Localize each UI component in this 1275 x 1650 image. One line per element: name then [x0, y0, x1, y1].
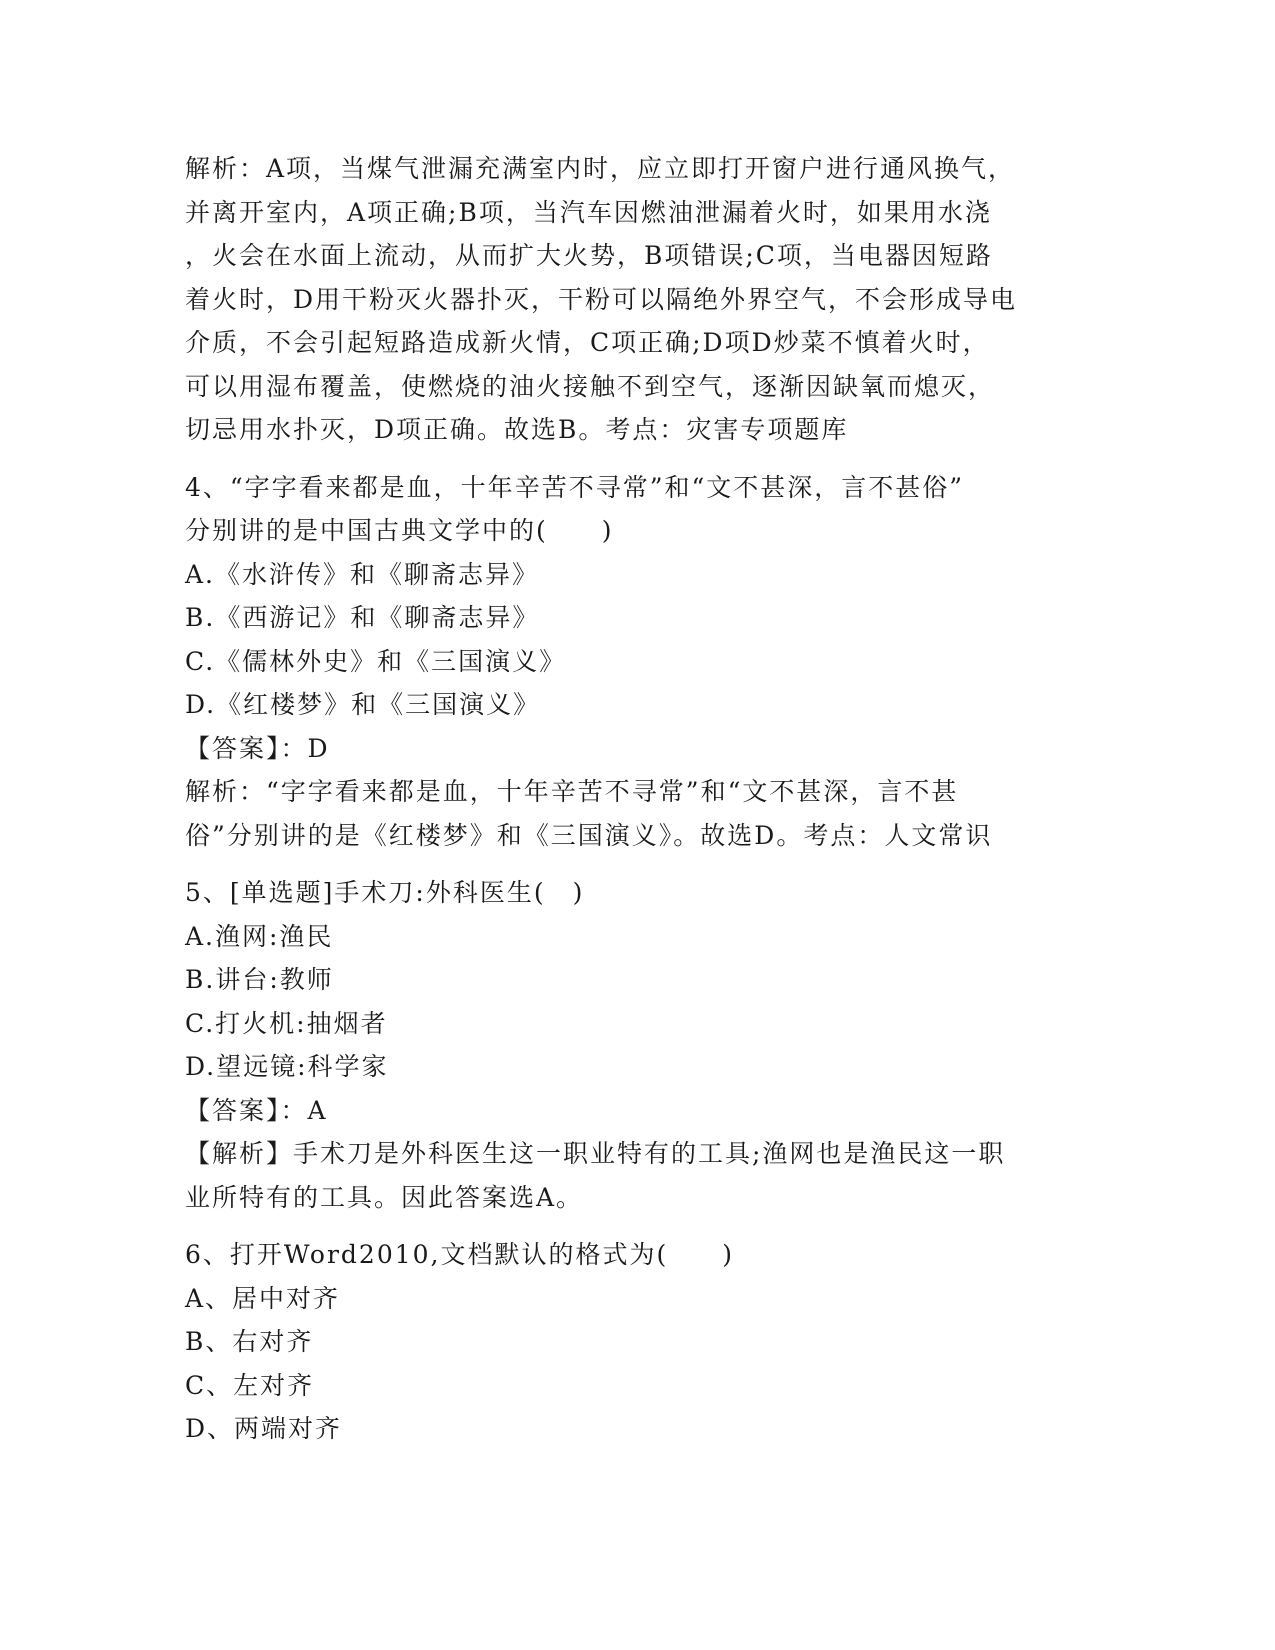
option-a: A.渔网:渔民 — [185, 921, 334, 951]
explanation-line: 着火时，D用干粉灭火器扑灭，干粉可以隔绝外界空气，不会形成导电 — [185, 284, 1018, 314]
question-5 — [185, 871, 1085, 1219]
question-3-explanation — [185, 147, 1085, 452]
question-stem: 4、“字字看来都是血，十年辛苦不寻常”和“文不甚深，言不甚俗” — [185, 472, 965, 502]
option-d: D.望远镜:科学家 — [185, 1052, 389, 1081]
explanation-line: 并离开室内，A项正确;B项，当汽车因燃油泄漏着火时，如果用水浇 — [185, 197, 992, 227]
option-d: D.《红楼梦》和《三国演义》 — [185, 690, 541, 719]
question-stem: 5、[单选题]手术刀:外科医生( ) — [185, 878, 585, 907]
explanation-line: ，火会在水面上流动，从而扩大火势，B项错误;C项，当电器因短路 — [185, 241, 993, 270]
option-b: B.讲台:教师 — [185, 965, 334, 994]
option-b: B.《西游记》和《聊斋志异》 — [185, 603, 540, 632]
option-a: A.《水浒传》和《聊斋志异》 — [185, 559, 540, 589]
answer: 【答案】：D — [185, 733, 330, 763]
explanation-line: 可以用湿布覆盖，使燃烧的油火接触不到空气，逐渐因缺氧而熄灭， — [185, 371, 996, 401]
explanation-line: 解析：A项，当煤气泄漏充满室内时，应立即打开窗户进行通风换气， — [185, 154, 1016, 183]
question-4 — [185, 466, 1085, 858]
explanation-line: 切忌用水扑灭，D项正确。故选B。考点：灾害专项题库 — [185, 415, 849, 444]
explanation-line: 业所特有的工具。因此答案选A。 — [185, 1182, 584, 1212]
option-a: A、居中对齐 — [185, 1283, 341, 1313]
answer: 【答案】：A — [185, 1095, 328, 1125]
explanation-line: 解析：“字字看来都是血，十年辛苦不寻常”和“文不甚深，言不甚 — [185, 777, 959, 806]
option-c: C.打火机:抽烟者 — [185, 1008, 388, 1038]
option-b: B、右对齐 — [185, 1327, 314, 1356]
question-6 — [185, 1233, 1085, 1451]
question-stem: 6、打开Word2010,文档默认的格式为( ) — [185, 1240, 734, 1269]
option-d: D、两端对齐 — [185, 1414, 343, 1443]
document-page — [185, 147, 1085, 1451]
explanation-line: 【解析】手术刀是外科医生这一职业特有的工具;渔网也是渔民这一职 — [185, 1139, 1006, 1168]
explanation-line: 俗”分别讲的是《红楼梦》和《三国演义》。故选D。考点：人文常识 — [185, 820, 993, 850]
option-c: C、左对齐 — [185, 1370, 315, 1400]
question-stem: 分别讲的是中国古典文学中的( ) — [185, 516, 614, 545]
option-c: C.《儒林外史》和《三国演义》 — [185, 646, 567, 676]
explanation-line: 介质，不会引起短路造成新火情，C项正确;D项D炒菜不慎着火时， — [185, 328, 990, 357]
